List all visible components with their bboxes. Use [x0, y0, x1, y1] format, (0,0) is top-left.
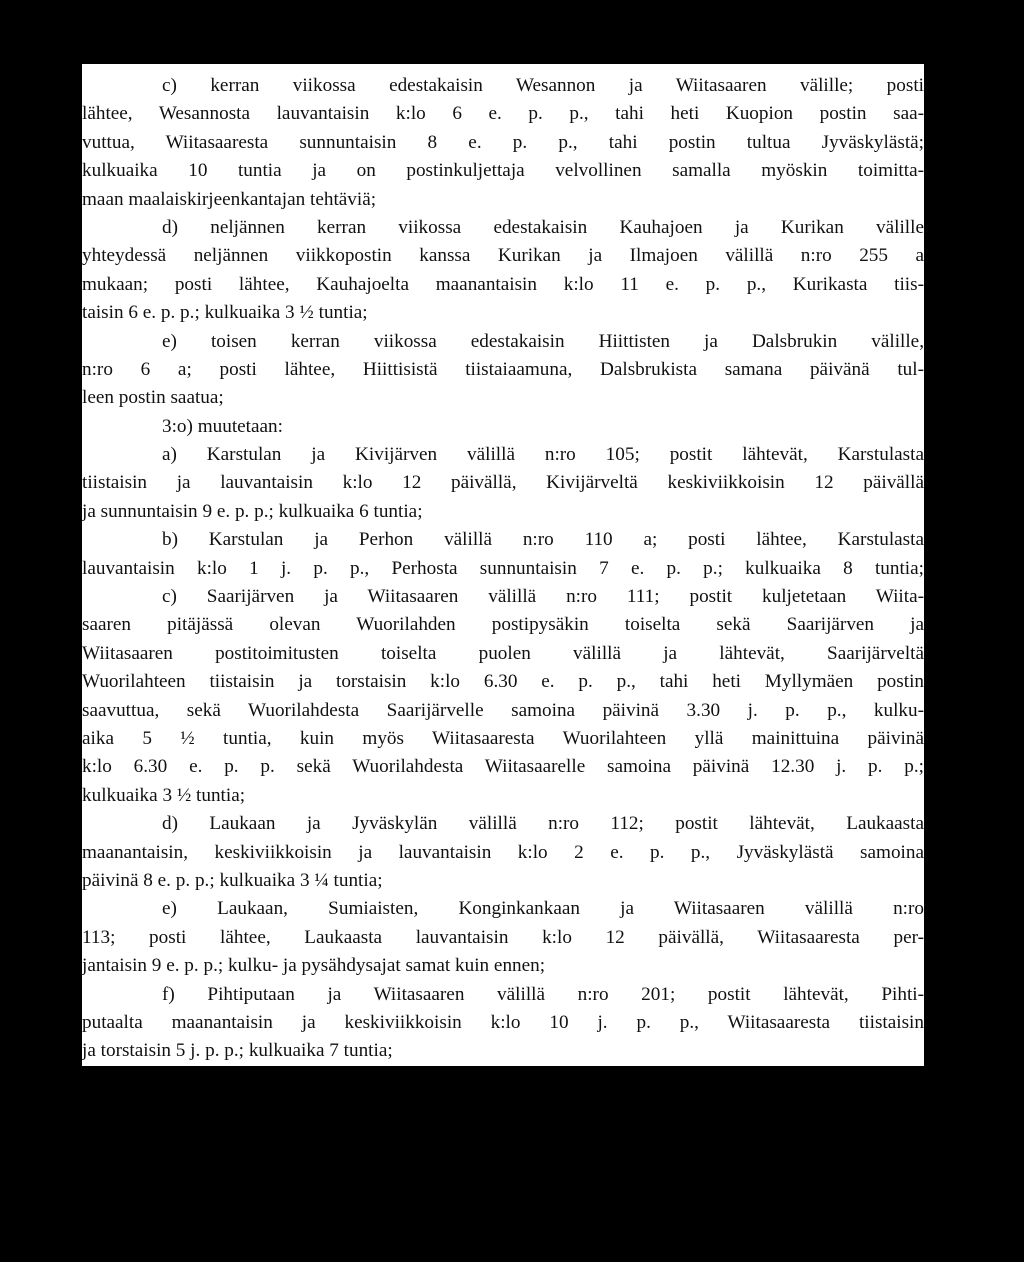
text-line: k:lo 6.30 e. p. p. sekä Wuorilahdesta Wiitasaarelle samoina päivinä 12.30 j. p. p.; — [82, 756, 924, 778]
text-line: vuttua, Wiitasaaresta sunnuntaisin 8 e. p. p., tahi postin tultua Jyväskylästä; — [82, 131, 924, 153]
text-line: ja torstaisin 5 j. p. p.; kulkuaika 7 tuntia; — [82, 1040, 393, 1062]
text-line: jantaisin 9 e. p. p.; kulku- ja pysähdysajat samat kuin ennen; — [82, 955, 546, 977]
document-page — [82, 64, 924, 1066]
text-line: maanantaisin, keskiviikkoisin ja lauvantaisin k:lo 2 e. p. p., Jyväskylästä samoina — [82, 841, 924, 863]
text-line: Wiitasaaren postitoimitusten toiselta puolen välillä ja lähtevät, Saarijärveltä — [82, 642, 924, 664]
text-line: maan maalaiskirjeenkantajan tehtäviä; — [82, 188, 377, 210]
text-line: c) Saarijärven ja Wiitasaaren välillä n:ro 111; postit kuljetetaan Wiita- — [162, 586, 924, 608]
text-line: lähtee, Wesannosta lauvantaisin k:lo 6 e. p. p., tahi heti Kuopion postin saa- — [82, 103, 924, 125]
text-line: lauvantaisin k:lo 1 j. p. p., Perhosta sunnuntaisin 7 e. p. p.; kulkuaika 8 tuntia; — [82, 557, 924, 579]
text-line: ja sunnuntaisin 9 e. p. p.; kulkuaika 6 tuntia; — [82, 500, 423, 522]
text-line: Wuorilahteen tiistaisin ja torstaisin k:lo 6.30 e. p. p., tahi heti Myllymäen postin — [82, 671, 924, 693]
text-line: e) Laukaan, Sumiaisten, Konginkankaan ja Wiitasaaren välillä n:ro — [162, 898, 924, 920]
text-line: d) neljännen kerran viikossa edestakaisin Kauhajoen ja Kurikan välille — [162, 216, 924, 238]
text-line: kulkuaika 3 ½ tuntia; — [82, 784, 246, 806]
text-line: mukaan; posti lähtee, Kauhajoelta maanantaisin k:lo 11 e. p. p., Kurikasta tiis- — [82, 273, 924, 295]
text-line: saavuttua, sekä Wuorilahdesta Saarijärvelle samoina päivinä 3.30 j. p. p., kulku- — [82, 699, 924, 721]
text-line: 3:o) muutetaan: — [162, 415, 283, 437]
text-line: tiistaisin ja lauvantaisin k:lo 12 päivällä, Kivijärveltä keskiviikkoisin 12 päivällä — [82, 472, 924, 494]
text-line: b) Karstulan ja Perhon välillä n:ro 110 a; posti lähtee, Karstulasta — [162, 529, 924, 551]
text-line: n:ro 6 a; posti lähtee, Hiittisistä tiistaiaamuna, Dalsbrukista samana päivänä tul- — [82, 358, 924, 380]
text-line: 113; posti lähtee, Laukaasta lauvantaisin k:lo 12 päivällä, Wiitasaaresta per- — [82, 926, 924, 948]
text-line: aika 5 ½ tuntia, kuin myös Wiitasaaresta Wuorilahteen yllä mainittuina päivinä — [82, 727, 924, 749]
text-line: c) kerran viikossa edestakaisin Wesannon ja Wiitasaaren välille; posti — [162, 75, 924, 96]
text-line: yhteydessä neljännen viikkopostin kanssa Kurikan ja Ilmajoen välillä n:ro 255 a — [82, 245, 924, 267]
text-line: e) toisen kerran viikossa edestakaisin Hiittisten ja Dalsbrukin välille, — [162, 330, 924, 352]
text-line: putaalta maanantaisin ja keskiviikkoisin k:lo 10 j. p. p., Wiitasaaresta tiistaisin — [82, 1011, 924, 1033]
text-line: kulkuaika 10 tuntia ja on postinkuljettaja velvollinen samalla myöskin toimitta- — [82, 160, 924, 182]
text-line: f) Pihtiputaan ja Wiitasaaren välillä n:ro 201; postit lähtevät, Pihti- — [162, 983, 924, 1005]
text-line: saaren pitäjässä olevan Wuorilahden postipysäkin toiselta sekä Saarijärven ja — [82, 614, 924, 636]
text-line: leen postin saatua; — [82, 387, 224, 409]
text-line: taisin 6 e. p. p.; kulkuaika 3 ½ tuntia; — [82, 302, 368, 324]
text-line: päivinä 8 e. p. p.; kulkuaika 3 ¼ tuntia; — [82, 869, 383, 891]
text-line: d) Laukaan ja Jyväskylän välillä n:ro 112; postit lähtevät, Laukaasta — [162, 813, 924, 835]
text-line: a) Karstulan ja Kivijärven välillä n:ro 105; postit lähtevät, Karstulasta — [162, 444, 924, 466]
